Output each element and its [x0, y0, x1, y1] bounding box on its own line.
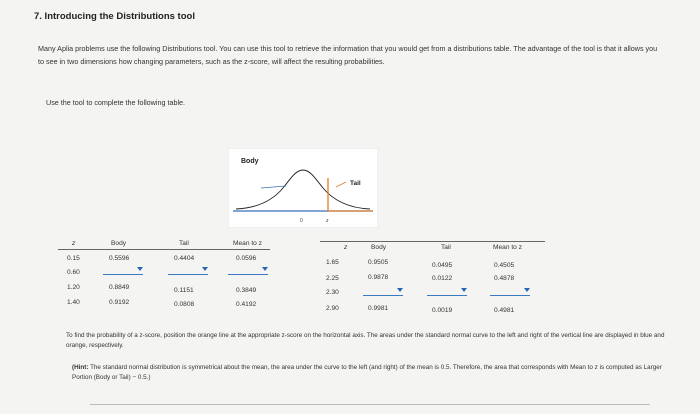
cell-tail: 0.0122	[432, 275, 453, 282]
body-dropdown[interactable]	[103, 266, 143, 275]
cell-z: 2.30	[326, 289, 339, 296]
distribution-chart[interactable]	[228, 148, 378, 228]
hint-note	[72, 363, 672, 383]
tail-dropdown[interactable]	[427, 287, 467, 296]
cell-tail: 0.1151	[174, 287, 194, 294]
cell-tail: 0.0019	[432, 307, 453, 314]
chevron-down-icon	[202, 267, 208, 271]
header-divider	[320, 241, 545, 242]
header-body: Body	[371, 244, 387, 251]
tail-label: Tail	[350, 180, 361, 187]
cell-mean-to-z: 0.4981	[494, 307, 515, 314]
chevron-down-icon	[262, 267, 268, 271]
cell-z: 0.60	[67, 269, 80, 276]
table-right	[320, 244, 545, 316]
cell-mean-to-z: 0.0596	[236, 255, 257, 262]
cell-tail: 0.0808	[174, 301, 195, 308]
header-mean-to-z: Mean to z	[493, 244, 522, 251]
cell-body: 0.9192	[109, 299, 130, 306]
header-body: Body	[111, 240, 127, 247]
cell-mean-to-z: 0.4878	[494, 275, 515, 282]
cell-z: 1.65	[326, 259, 339, 266]
hint-text: The standard normal distribution is symmetrical about the mean, the area under the curve to the left (and right) of the mean is 0.5. Therefore, the area that corresponds with Mean to z is computed as Larger Portion (Body or Tail) − 0.5.)	[72, 364, 662, 381]
cell-z: 2.90	[326, 305, 339, 312]
cell-mean-to-z: 0.3849	[236, 287, 257, 294]
cell-z: 0.15	[67, 255, 80, 262]
mean-to-z-dropdown[interactable]	[490, 287, 530, 296]
cell-z: 1.20	[67, 284, 80, 291]
bottom-divider	[90, 404, 650, 405]
cell-body: 0.9505	[368, 259, 389, 266]
tail-dropdown[interactable]	[168, 266, 208, 275]
header-tail: Tail	[441, 244, 451, 251]
chevron-down-icon	[461, 288, 467, 292]
cell-z: 1.40	[67, 299, 80, 306]
cell-mean-to-z: 0.4505	[494, 262, 515, 269]
chevron-down-icon	[397, 288, 403, 292]
hint-label: (Hint:	[72, 364, 89, 371]
axis-label-z: z	[326, 218, 329, 224]
body-dropdown[interactable]	[363, 287, 403, 296]
cell-body: 0.9878	[368, 274, 389, 281]
chevron-down-icon	[524, 288, 530, 292]
header-z: z	[344, 244, 348, 251]
cell-z: 2.25	[326, 275, 339, 282]
axis-label-zero: 0	[300, 218, 303, 224]
chevron-down-icon	[137, 267, 143, 271]
header-tail: Tail	[179, 240, 189, 247]
intro-paragraph: Many Aplia problems use the following Distributions tool. You can use this tool to retrieve the information that you would get from a distributions table. The advantage of the tool is that it allows you to see in two dimensions how changing parameters, such as the z-score, will affect the resulting probabilities.	[38, 44, 658, 66]
cell-body: 0.9981	[368, 305, 389, 312]
question-title: 7. Introducing the Distributions tool	[34, 11, 195, 22]
cell-body: 0.8849	[109, 284, 130, 291]
header-divider	[58, 249, 270, 250]
header-mean-to-z: Mean to z	[233, 240, 262, 247]
body-label: Body	[241, 158, 259, 165]
instruction-text: Use the tool to complete the following table.	[46, 98, 186, 107]
instruction-note: To find the probability of a z-score, position the orange line at the appropriate z-score on the horizontal axis. The areas under the standard normal curve to the left and right of the vertical line are displayed in blue and orange, respectively.	[66, 332, 665, 349]
cell-mean-to-z: 0.4192	[236, 301, 257, 308]
cell-body: 0.5596	[109, 255, 130, 262]
header-z: z	[72, 240, 76, 247]
cell-tail: 0.4404	[174, 255, 195, 262]
cell-tail: 0.0495	[432, 262, 453, 269]
mean-to-z-dropdown[interactable]	[228, 266, 268, 275]
table-left	[58, 240, 268, 312]
